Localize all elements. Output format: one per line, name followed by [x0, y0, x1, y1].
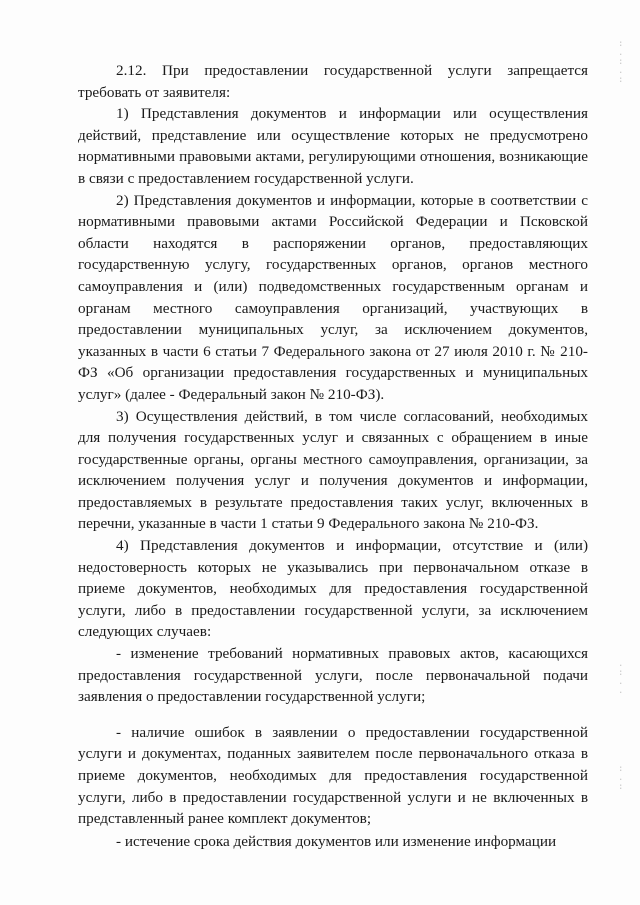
paragraph-item-2: 2) Представления документов и информации, которые в соответствии с нормативными правовыми актами Российской Федерации и Псковской области находятся в распоряжении органов, предоставляющих государственную услугу, государственных органов, органов местного самоуправления и (или) подведомственных государственным органам и органам местного самоуправления организаций, участвующих в предоставлении муниципальных услуг, за исключением документов, указанных в части 6 статьи 7 Федерального закона от 27 июля 2010 г. № 210-ФЗ «Об организации предоставления государственных и муниципальных услуг» (далее - Федеральный закон № 210-ФЗ). [78, 191, 588, 403]
paragraph-item-1: 1) Представления документов и информации или осуществления действий, представление или осуществление которых не предусмотрено нормативными правовыми актами, регулирующими отношения, возникающие в связи с предоставлением государственной услуги. [78, 105, 588, 187]
scan-artifact: . : . . [618, 659, 624, 696]
list-item-errors-in-application: - наличие ошибок в заявлении о предоставлении государственной услуги и документах, поданных заявителем после первоначального отказа в приеме документов, необходимых для предоставления государственной услуги, либо в предоставлении государственной услуги и не включенных в представленный ранее комплект документов; [78, 723, 588, 828]
scan-artifact: : . : [618, 764, 624, 792]
scan-artifact: : . : . : [618, 39, 624, 85]
document-body [78, 60, 588, 852]
paragraph-item-4: 4) Представления документов и информации, отсутствие и (или) недостоверность которых не указывались при первоначальном отказе в приеме документов, необходимых для предоставления государственной услуги, либо в предоставлении государственной услуги, за исключением следующих случаев: [78, 537, 588, 641]
list-item-change-requirements: - изменение требований нормативных правовых актов, касающихся предоставления государственной услуги, после первоначальной подачи заявления о предоставлении государственной услуги; [78, 645, 588, 706]
paragraph-item-3: 3) Осуществления действий, в том числе согласований, необходимых для получения государственных услуг и связанных с обращением в иные государственные органы, органы местного самоуправления, организации, за исключением получения услуг и получения документов и информации, предоставляемых в результате предоставления таких услуг, включенных в перечни, указанные в части 1 статьи 9 Федерального закона № 210-ФЗ. [78, 407, 588, 533]
list-item-expiry: - истечение срока действия документов или изменение информации [116, 832, 557, 850]
paragraph-2-12: 2.12. При предоставлении государственной услуги запрещается требовать от заявителя: [78, 62, 588, 101]
